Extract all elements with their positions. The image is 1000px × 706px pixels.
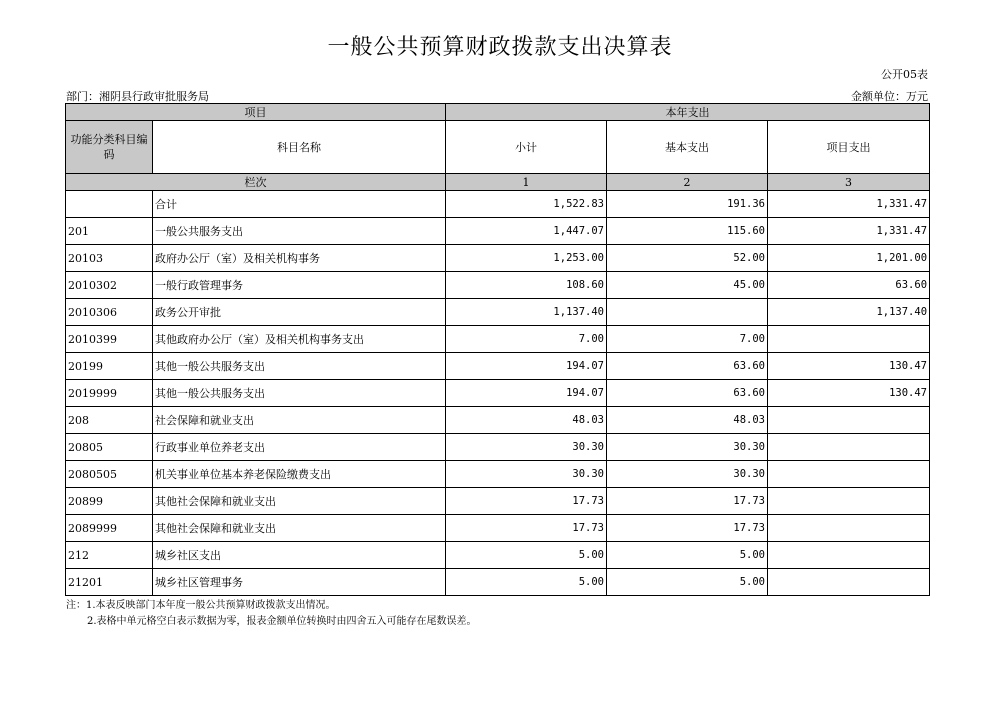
row-project: 130.47: [768, 380, 930, 407]
row-subtotal: 7.00: [446, 326, 607, 353]
row-basic: 17.73: [607, 488, 768, 515]
table-row: [66, 353, 930, 380]
row-basic: 30.30: [607, 461, 768, 488]
row-project: [768, 488, 930, 515]
table-row: [66, 191, 930, 218]
row-name: 城乡社区管理事务: [153, 569, 446, 596]
row-code: 201: [66, 218, 153, 245]
header-row-3: [66, 174, 930, 191]
table-row: [66, 461, 930, 488]
table-row: [66, 380, 930, 407]
row-project: 63.60: [768, 272, 930, 299]
table-row: [66, 326, 930, 353]
page-title: 一般公共预算财政拨款支出决算表: [327, 35, 673, 60]
row-name: 政务公开审批: [153, 299, 446, 326]
row-name: 一般行政管理事务: [153, 272, 446, 299]
row-code: 208: [66, 407, 153, 434]
row-subtotal: 108.60: [446, 272, 607, 299]
table-row: [66, 245, 930, 272]
row-basic: 63.60: [607, 380, 768, 407]
header-column-index: 栏次: [66, 174, 446, 191]
row-subtotal: 1,137.40: [446, 299, 607, 326]
row-subtotal: 17.73: [446, 488, 607, 515]
row-code: 20199: [66, 353, 153, 380]
row-name: 其他一般公共服务支出: [153, 380, 446, 407]
note-1: 注：1.本表反映部门本年度一般公共预算财政拨款支出情况。: [66, 600, 336, 611]
row-basic: 52.00: [607, 245, 768, 272]
row-subtotal: 1,522.83: [446, 191, 607, 218]
row-name: 其他一般公共服务支出: [153, 353, 446, 380]
row-name: 一般公共服务支出: [153, 218, 446, 245]
header-col3: 3: [768, 174, 930, 191]
amount-unit-label: 金额单位：万元: [851, 90, 928, 103]
header-row-1: [66, 104, 930, 121]
row-subtotal: 1,253.00: [446, 245, 607, 272]
row-project: [768, 461, 930, 488]
row-name: 其他社会保障和就业支出: [153, 515, 446, 542]
table-row: [66, 542, 930, 569]
header-col1: 1: [446, 174, 607, 191]
row-code: 2080505: [66, 461, 153, 488]
row-name: 其他政府办公厅（室）及相关机构事务支出: [153, 326, 446, 353]
row-project: 1,201.00: [768, 245, 930, 272]
row-project: 130.47: [768, 353, 930, 380]
header-current-year: 本年支出: [446, 104, 930, 121]
form-code: 公开05表: [881, 68, 928, 81]
table-row: [66, 272, 930, 299]
row-basic: 48.03: [607, 407, 768, 434]
row-subtotal: 17.73: [446, 515, 607, 542]
row-project: [768, 569, 930, 596]
row-code: 20103: [66, 245, 153, 272]
row-code: 2019999: [66, 380, 153, 407]
row-basic: 115.60: [607, 218, 768, 245]
expenditure-table: [65, 103, 930, 596]
row-name: 行政事业单位养老支出: [153, 434, 446, 461]
row-basic: 17.73: [607, 515, 768, 542]
row-subtotal: 30.30: [446, 461, 607, 488]
header-project-exp: 项目支出: [768, 121, 930, 174]
row-basic: 30.30: [607, 434, 768, 461]
row-name: 政府办公厅（室）及相关机构事务: [153, 245, 446, 272]
row-project: 1,331.47: [768, 218, 930, 245]
row-code: 21201: [66, 569, 153, 596]
row-subtotal: 5.00: [446, 542, 607, 569]
row-basic: [607, 299, 768, 326]
row-basic: 45.00: [607, 272, 768, 299]
row-basic: 7.00: [607, 326, 768, 353]
row-project: [768, 326, 930, 353]
table-row: [66, 218, 930, 245]
table-row: [66, 569, 930, 596]
table-row: [66, 299, 930, 326]
row-name: 社会保障和就业支出: [153, 407, 446, 434]
row-subtotal: 194.07: [446, 380, 607, 407]
table-row: [66, 407, 930, 434]
row-code: 20899: [66, 488, 153, 515]
row-name: 城乡社区支出: [153, 542, 446, 569]
row-basic: 63.60: [607, 353, 768, 380]
row-basic: 5.00: [607, 569, 768, 596]
header-project: 项目: [66, 104, 446, 121]
header-col2: 2: [607, 174, 768, 191]
row-code: 2010306: [66, 299, 153, 326]
row-name: 机关事业单位基本养老保险缴费支出: [153, 461, 446, 488]
row-subtotal: 1,447.07: [446, 218, 607, 245]
row-basic: 191.36: [607, 191, 768, 218]
row-subtotal: 30.30: [446, 434, 607, 461]
header-func-code: 功能分类科目编码: [66, 121, 153, 174]
row-name: 合计: [153, 191, 446, 218]
row-code: 20805: [66, 434, 153, 461]
department-label: 部门：湘阴县行政审批服务局: [66, 90, 209, 103]
table-row: [66, 515, 930, 542]
row-code: 2010302: [66, 272, 153, 299]
header-basic: 基本支出: [607, 121, 768, 174]
row-project: 1,331.47: [768, 191, 930, 218]
row-subtotal: 5.00: [446, 569, 607, 596]
row-project: [768, 542, 930, 569]
table-row: [66, 488, 930, 515]
row-project: [768, 515, 930, 542]
row-subtotal: 48.03: [446, 407, 607, 434]
note-2: 2.表格中单元格空白表示数据为零，报表金额单位转换时由四舍五入可能存在尾数误差。: [87, 616, 477, 627]
row-project: 1,137.40: [768, 299, 930, 326]
row-name: 其他社会保障和就业支出: [153, 488, 446, 515]
row-code: 212: [66, 542, 153, 569]
header-row-2: [66, 121, 930, 174]
row-basic: 5.00: [607, 542, 768, 569]
row-project: [768, 434, 930, 461]
row-code: [66, 191, 153, 218]
header-subtotal: 小计: [446, 121, 607, 174]
table-row: [66, 434, 930, 461]
row-code: 2089999: [66, 515, 153, 542]
header-subject-name: 科目名称: [153, 121, 446, 174]
notes: [66, 598, 477, 630]
row-subtotal: 194.07: [446, 353, 607, 380]
row-project: [768, 407, 930, 434]
row-code: 2010399: [66, 326, 153, 353]
